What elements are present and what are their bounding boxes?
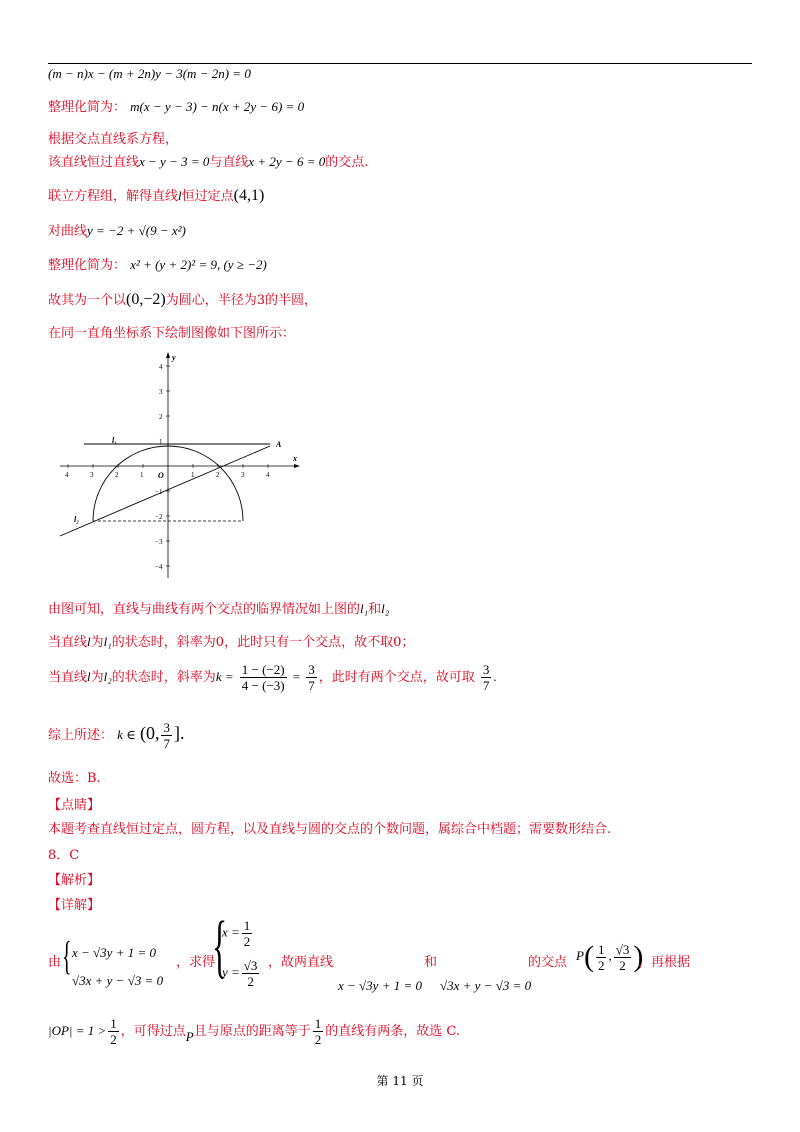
under-eq2: √3x + y − √3 = 0 bbox=[440, 978, 532, 993]
header-rule bbox=[48, 63, 752, 64]
line-l2 bbox=[60, 446, 270, 536]
x-tick-label: 4 bbox=[65, 471, 69, 479]
system-eq2: √3x + y − √3 = 0 bbox=[72, 973, 164, 988]
y-tick-label: −3 bbox=[155, 538, 163, 546]
critical-line: 由图可知，直线与曲线有两个交点的临界情况如上图的l₁和l₂ bbox=[48, 601, 390, 617]
x-axis-arrow bbox=[294, 464, 300, 468]
then-word: ，再根据 bbox=[638, 955, 691, 970]
x-axis-label: x bbox=[293, 454, 297, 463]
intersect-line: 根据交点直线系方程， bbox=[48, 132, 179, 147]
x-tick-label: 1 bbox=[191, 471, 195, 479]
fixed-point-line: 联立方程组，解得直线l恒过定点(4,1) bbox=[48, 187, 265, 204]
x-tick-label: 2 bbox=[115, 471, 119, 479]
draw-text: 在同一直角坐标系下绘制图像如下图所示： bbox=[48, 326, 296, 341]
comment-head: 【点睛】 bbox=[48, 798, 101, 813]
intersection-word: 的交点 bbox=[528, 955, 568, 970]
case2-line: 当直线l为l₂的状态时，斜率为k = $\frac{1 - (-2)}{4 - (-3)}$ = $\frac{3}{7}$ ，此时有两个交点，故可取 $\frac{3}{7}$ . bbox=[48, 662, 497, 693]
simplify2: 整理化简为： x² + (y + 2)² = 9, (y ≥ −2) bbox=[48, 257, 267, 273]
semicircle-line: 故其为一个以(0,−2)为圆心，半径为3的半圆， bbox=[48, 291, 317, 308]
graph-figure bbox=[48, 348, 308, 583]
y-tick-label: −1 bbox=[155, 488, 163, 496]
y-tick-label: −2 bbox=[155, 513, 163, 521]
by-label: 由 bbox=[48, 955, 62, 970]
point-P: P( $\frac{1}{2}$ , $\frac{√3}{2}$ ) bbox=[576, 940, 644, 973]
op-line: |OP| = 1 > $\frac{1}{2}$ ，可得过点P且与原点的距离等于 $\frac{1}{2}$ 的直线有两条，故选 C. bbox=[48, 1016, 461, 1047]
y-tick-label: 2 bbox=[159, 413, 163, 421]
solution-x: x = $\frac{1}{2}$ bbox=[222, 918, 251, 949]
solve-label: ，求得 bbox=[176, 955, 216, 970]
page-number: 第 11 页 bbox=[376, 1074, 424, 1088]
and-word: 和 bbox=[424, 955, 438, 970]
l2-label: l₂ bbox=[74, 515, 80, 524]
y-tick-label: 3 bbox=[159, 388, 163, 396]
simplify1: 整理化简为： m(x − y − 3) − n(x + 2y − 6) = 0 bbox=[48, 99, 305, 115]
x-tick-label: 1 bbox=[140, 471, 144, 479]
comment-body: 本题考查直线恒过定点，圆方程，以及直线与圆的交点的个数问题，属综合中档题；需要数形结合. bbox=[48, 822, 612, 837]
point-A-label: A bbox=[276, 440, 282, 449]
top-equation: (m − n)x − (m + 2n)y − 3(m − 2n) = 0 bbox=[48, 66, 251, 81]
y-axis-arrow bbox=[166, 352, 170, 358]
x-tick-label: 2 bbox=[216, 471, 220, 479]
y-tick-label: 4 bbox=[159, 363, 163, 371]
choose-line: 故选：B. bbox=[48, 771, 101, 786]
origin-label: O bbox=[158, 471, 164, 480]
detail-head: 【详解】 bbox=[48, 898, 101, 913]
l1-label: l₁ bbox=[112, 436, 118, 445]
y-axis-label: y bbox=[172, 353, 176, 362]
y-tick-label: 1 bbox=[159, 438, 163, 446]
analysis-head: 【解析】 bbox=[48, 873, 101, 888]
case1-line: 当直线l为l₁的状态时，斜率为0，此时只有一个交点，故不取0； bbox=[48, 634, 415, 650]
q8-line: 8．C bbox=[48, 848, 80, 863]
under-eq1: x − √3y + 1 = 0 bbox=[338, 978, 422, 993]
solution-y: y = $\frac{√3}{2}$ bbox=[222, 958, 258, 989]
summary-line: 综上所述： k ∈ (0, $\frac{3}{7}$ ]. bbox=[48, 720, 185, 751]
y-tick-label: −4 bbox=[155, 563, 163, 571]
passes-line: 该直线恒过直线x − y − 3 = 0与直线x + 2y − 6 = 0的交点. bbox=[48, 154, 369, 170]
system-eq1: x − √3y + 1 = 0 bbox=[72, 945, 156, 960]
x-tick-label: 3 bbox=[241, 471, 245, 479]
x-tick-label: 3 bbox=[90, 471, 94, 479]
x-tick-label: 4 bbox=[266, 471, 270, 479]
curve-line: 对曲线y = −2 + √(9 − x²) bbox=[48, 223, 186, 239]
therefore-lines: ，故两直线 bbox=[268, 955, 334, 970]
